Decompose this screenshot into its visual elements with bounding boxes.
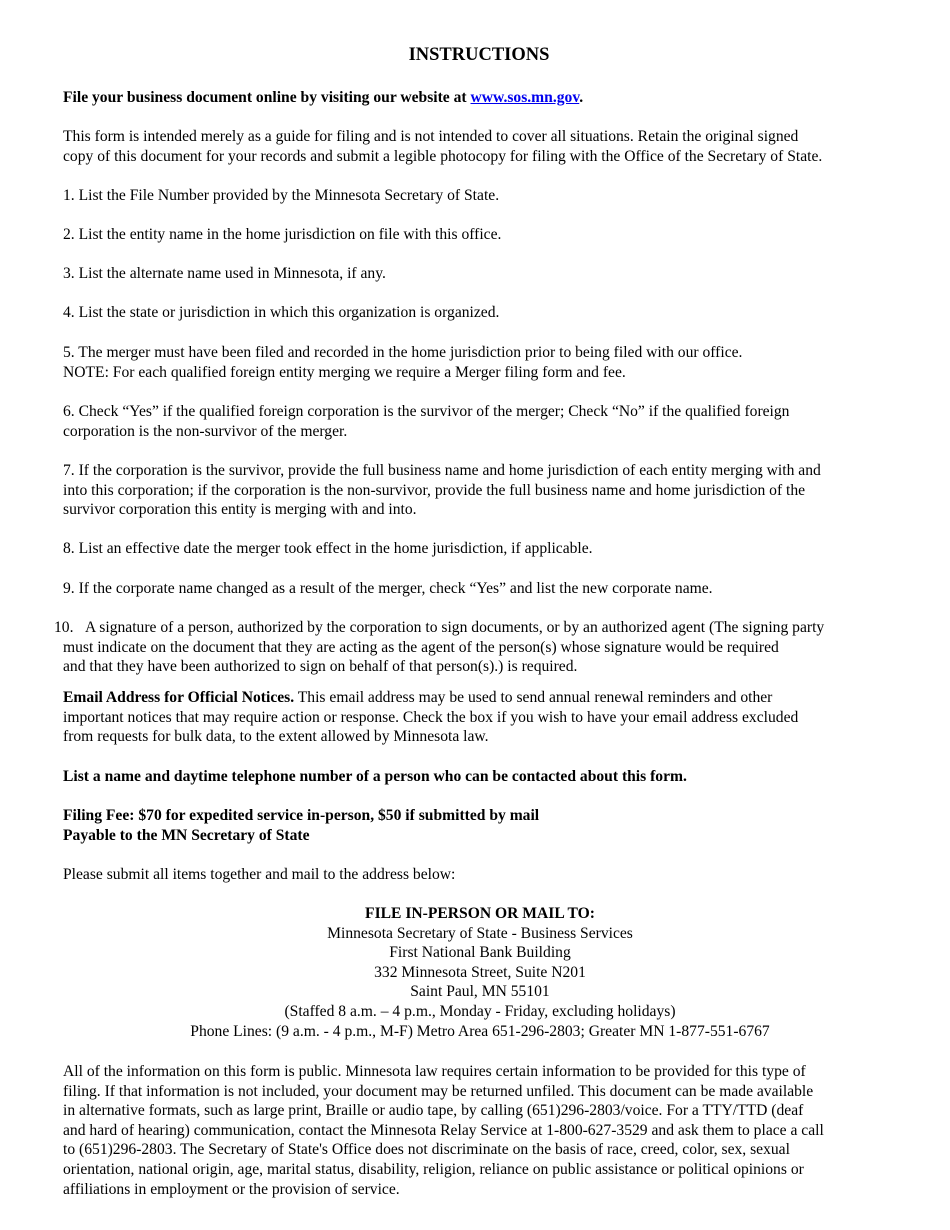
instruction-item-6 [63,402,908,441]
submit-note: Please submit all items together and mail to the address below: [63,866,456,883]
intro-line: This form is intended merely as a guide for filing and is not intended to cover all situations. Retain the original signed [63,128,799,145]
phone-lines: Phone Lines: (9 a.m. - 4 p.m., M-F) Metro Area 651-296-2803; Greater MN 1-877-551-6767 [190,1022,770,1040]
notice-line: filing. If that information is not included, your document may be returned unfiled. This document can be made available [63,1082,814,1100]
email-heading: Email Address for Official Notices. [63,689,295,706]
page-title: INSTRUCTIONS [408,45,550,65]
instruction-item-3: 3. List the alternate name used in Minnesota, if any. [63,265,386,282]
notice-line: in alternative formats, such as large print, Braille or audio tape, by calling (651)296-2803/voice. For a TTY/TTD (deaf [63,1102,804,1120]
email-text: This email address may be used to send annual renewal reminders and other [294,689,773,706]
office-hours: (Staffed 8 a.m. – 4 p.m., Monday - Friday, excluding holidays) [284,1002,676,1020]
instruction-item-2: 2. List the entity name in the home jurisdiction on file with this office. [63,226,502,243]
item-6-line: corporation is the non-survivor of the merger. [63,422,348,440]
address-line: Minnesota Secretary of State - Business Services [327,924,633,942]
instruction-item-9: 9. If the corporate name changed as a result of the merger, check “Yes” and list the new corporate name. [63,580,713,597]
item-7-line: 7. If the corporation is the survivor, provide the full business name and home jurisdiction of each entity merging with and [63,462,821,479]
item-6-line: 6. Check “Yes” if the qualified foreign corporation is the survivor of the merger; Check “No” if the qualified foreign [63,403,790,420]
address-line: Saint Paul, MN 55101 [410,983,550,1001]
item-5-note: NOTE: For each qualified foreign entity merging we require a Merger filing form and fee. [63,363,626,381]
mailing-address [0,904,950,1041]
address-line: First National Bank Building [389,944,571,962]
item-5-line: 5. The merger must have been filed and recorded in the home jurisdiction prior to being filed with our office. [63,344,743,361]
email-text-line: from requests for bulk data, to the extent allowed by Minnesota law. [63,728,489,746]
item-10-line: A signature of a person, authorized by the corporation to sign documents, or by an authorized agent (The signing party [85,619,825,636]
notice-line: and hard of hearing) communication, contact the Minnesota Relay Service at 1-800-627-3529 and ask them to place a call [63,1121,824,1139]
notice-line: orientation, national origin, age, marital status, disability, religion, reliance on public assistance or political opinions or [63,1160,804,1178]
instruction-item-7 [63,461,908,520]
online-filing-note [63,88,908,108]
notice-line: All of the information on this form is public. Minnesota law requires certain information to be provided for this type of [63,1063,806,1080]
item-7-line: into this corporation; if the corporation is the non-survivor, provide the full business name and home jurisdiction of the [63,481,806,499]
public-information-notice [63,1062,908,1199]
item-10-number: 10. [54,619,74,636]
address-heading: FILE IN-PERSON OR MAIL TO: [365,905,595,922]
email-section [63,688,908,747]
email-text-line: important notices that may require action or response. Check the box if you wish to have your email address excluded [63,708,799,726]
instruction-item-4: 4. List the state or jurisdiction in which this organization is organized. [63,304,500,321]
instruction-item-1: 1. List the File Number provided by the Minnesota Secretary of State. [63,187,500,204]
instruction-item-5 [63,343,908,382]
notice-line: affiliations in employment or the provision of service. [63,1180,400,1198]
item-10-line: must indicate on the document that they are acting as the agent of the person(s) whose signature would be required [63,638,779,656]
contact-person-note: List a name and daytime telephone number of a person who can be contacted about this form. [63,768,687,785]
payable-to-line: Payable to the MN Secretary of State [63,826,310,844]
address-line: 332 Minnesota Street, Suite N201 [374,963,586,981]
intro-line: copy of this document for your records and submit a legible photocopy for filing with the Office of the Secretary of State. [63,147,823,165]
intro-paragraph [63,127,908,166]
filing-fee-line: Filing Fee: $70 for expedited service in-person, $50 if submitted by mail [63,807,540,824]
online-filing-text: File your business document online by visiting our website at [63,89,471,106]
filing-fee [63,806,908,845]
sos-website-link[interactable]: www.sos.mn.gov [470,89,580,106]
instruction-item-10 [63,618,908,677]
instruction-item-8: 8. List an effective date the merger took effect in the home jurisdiction, if applicable. [63,540,593,557]
item-7-line: survivor corporation this entity is merging with and into. [63,501,417,519]
notice-line: to (651)296-2803. The Secretary of State's Office does not discriminate on the basis of race, creed, color, sex, sexual [63,1141,790,1159]
item-10-line: and that they have been authorized to sign on behalf of that person(s).) is required. [63,658,578,676]
online-filing-suffix: . [579,89,584,106]
